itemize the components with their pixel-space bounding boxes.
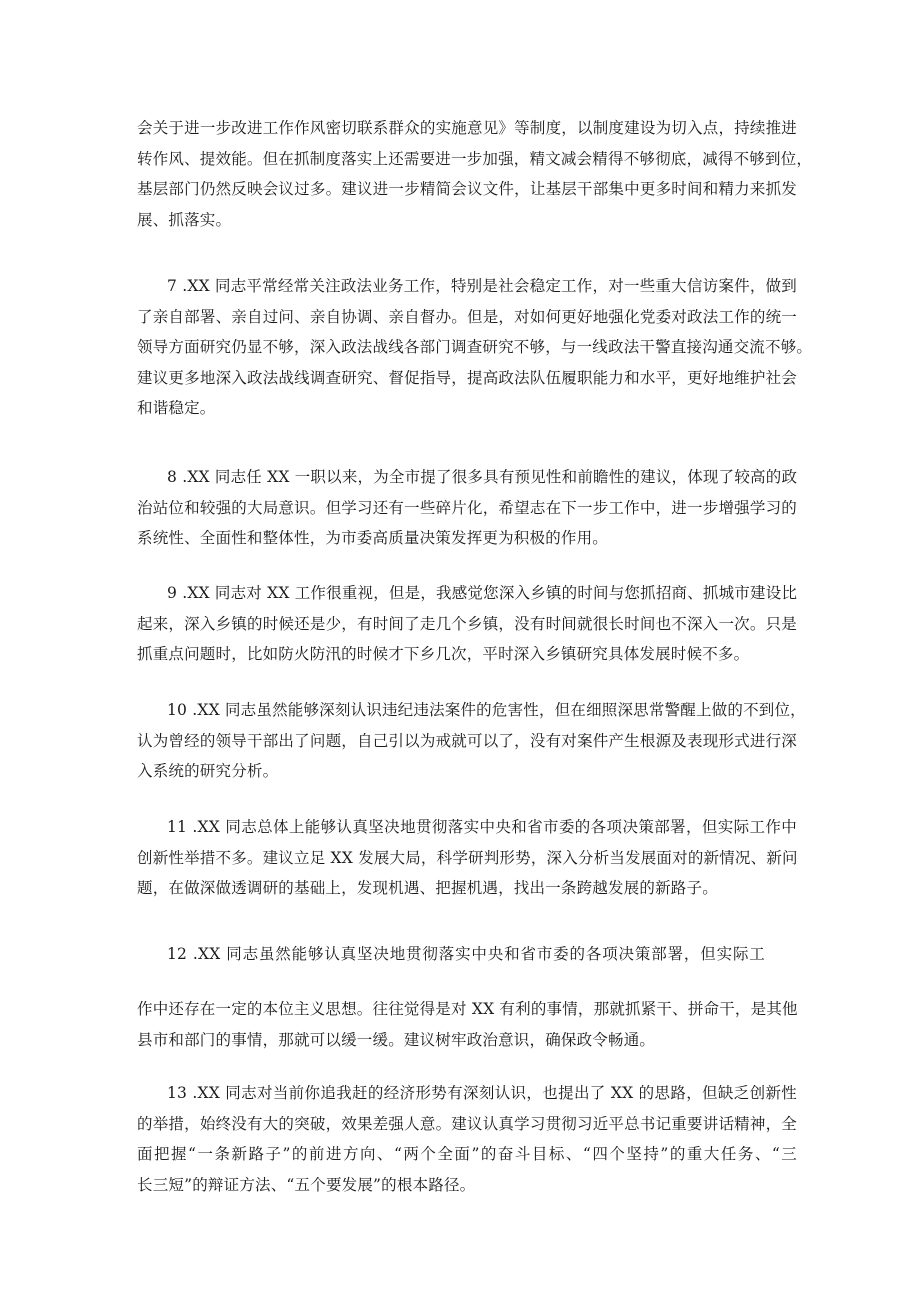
paragraph-line: 转作风、提效能。但在抓制度落实上还需要进一步加强，精文减会精得不够彻底，减得不够到位， xyxy=(137,149,813,168)
paragraph-line: 抓重点问题时，比如防火防汛的时候才下乡几次，平时深入乡镇研究具体发展时候不多。 xyxy=(137,645,750,663)
paragraph-line: 和谐稳定。 xyxy=(137,399,216,417)
paragraph-line: 建议更多地深入政法战线调查研究、督促指导，提高政法队伍履职能力和水平，更好地维护社会 xyxy=(137,368,797,387)
paragraph-item-13 xyxy=(137,1078,797,1200)
paragraph-item-10 xyxy=(137,695,806,787)
paragraph-line: 7 .XX 同志平常经常关注政法业务工作，特别是社会稳定工作，对一些重大信访案件，做到 xyxy=(167,277,797,295)
paragraph-line: 治站位和较强的大局意识。但学习还有一些碎片化，希望志在下一步工作中，进一步增强学习的 xyxy=(137,498,797,517)
paragraph-item-11 xyxy=(137,812,797,904)
paragraph-line: 的举措，始终没有大的突破，效果差强人意。建议认真学习贯彻习近平总书记重要讲话精神，全 xyxy=(137,1114,797,1133)
paragraph-line: 面把握“一条新路子”的前进方向、“两个全面”的奋斗目标、“四个坚持”的重大任务、“三 xyxy=(137,1145,797,1163)
paragraph-line: 了亲自部署、亲自过问、亲自协调、亲自督办。但是，对如何更好地强化党委对政法工作的统一 xyxy=(137,307,797,326)
paragraph-line: 起来，深入乡镇的时候还是少，有时间了走几个乡镇，没有时间就很长时间也不深入一次。只是 xyxy=(137,614,797,633)
paragraph-line: 12 .XX 同志虽然能够认真坚决地贯彻落实中央和省市委的各项决策部署，但实际工 xyxy=(167,945,765,963)
paragraph-line: 领导方面研究仍显不够，深入政法战线各部门调查研究不够，与一线政法干警直接沟通交流不够。 xyxy=(137,338,813,356)
paragraph-line: 基层部门仍然反映会议过多。建议进一步精简会议文件，让基层干部集中更多时间和精力来抓发 xyxy=(137,180,797,198)
paragraph-line: 县市和部门的事情，那就可以缓一缓。建议树牢政治意识，确保政令畅通。 xyxy=(137,1030,656,1049)
paragraph-item-12-first-line xyxy=(137,939,797,970)
paragraph-line: 8 .XX 同志任 XX 一职以来，为全市提了很多具有预见性和前瞻性的建议，体现了较高的政 xyxy=(167,468,798,486)
paragraph-line: 10 .XX 同志虽然能够深刻认识违纪违法案件的危害性，但在细照深思常警醒上做的不到位， xyxy=(167,701,806,719)
paragraph-line: 入系统的研究分析。 xyxy=(137,762,279,780)
paragraph-line: 系统性、全面性和整体性，为市委高质量决策发挥更为积极的作用。 xyxy=(137,529,609,547)
paragraph-line: 长三短”的辩证方法、“五个要发展”的根本路径。 xyxy=(137,1175,476,1194)
paragraph-line: 11 .XX 同志总体上能够认真坚决地贯彻落实中央和省市委的各项决策部署，但实际工作中 xyxy=(167,818,797,836)
paragraph-item-12-continued xyxy=(137,994,797,1055)
paragraph-item-8 xyxy=(137,462,797,554)
paragraph-line: 创新性举措不多。建议立足 XX 发展大局，科学研判形势，深入分析当发展面对的新情况、新问 xyxy=(137,848,798,867)
paragraph-line: 作中还存在一定的本位主义思想。往往觉得是对 XX 有利的事情，那就抓紧干、拼命干，是其他 xyxy=(137,1000,798,1018)
paragraph-line: 会关于进一步改进工作作风密切联系群众的实施意见》等制度，以制度建设为切入点，持续推进 xyxy=(137,119,797,137)
paragraph-line: 13 .XX 同志对当前你追我赶的经济形势有深刻认识，也提出了 XX 的思路，但缺乏创新性 xyxy=(167,1084,797,1102)
paragraph-line: 认为曾经的领导干部出了问题，自己引以为戒就可以了，没有对案件产生根源及表现形式进行深 xyxy=(137,731,797,750)
paragraph-line: 展、抓落实。 xyxy=(137,210,232,229)
paragraph-continued xyxy=(137,113,813,235)
paragraph-item-7 xyxy=(137,271,813,424)
paragraph-line: 题，在做深做透调研的基础上，发现机遇、把握机遇，找出一条跨越发展的新路子。 xyxy=(137,879,718,897)
paragraph-line: 9 .XX 同志对 XX 工作很重视，但是，我感觉您深入乡镇的时间与您抓招商、抓城市建设比 xyxy=(167,584,798,602)
paragraph-item-9 xyxy=(137,578,797,670)
